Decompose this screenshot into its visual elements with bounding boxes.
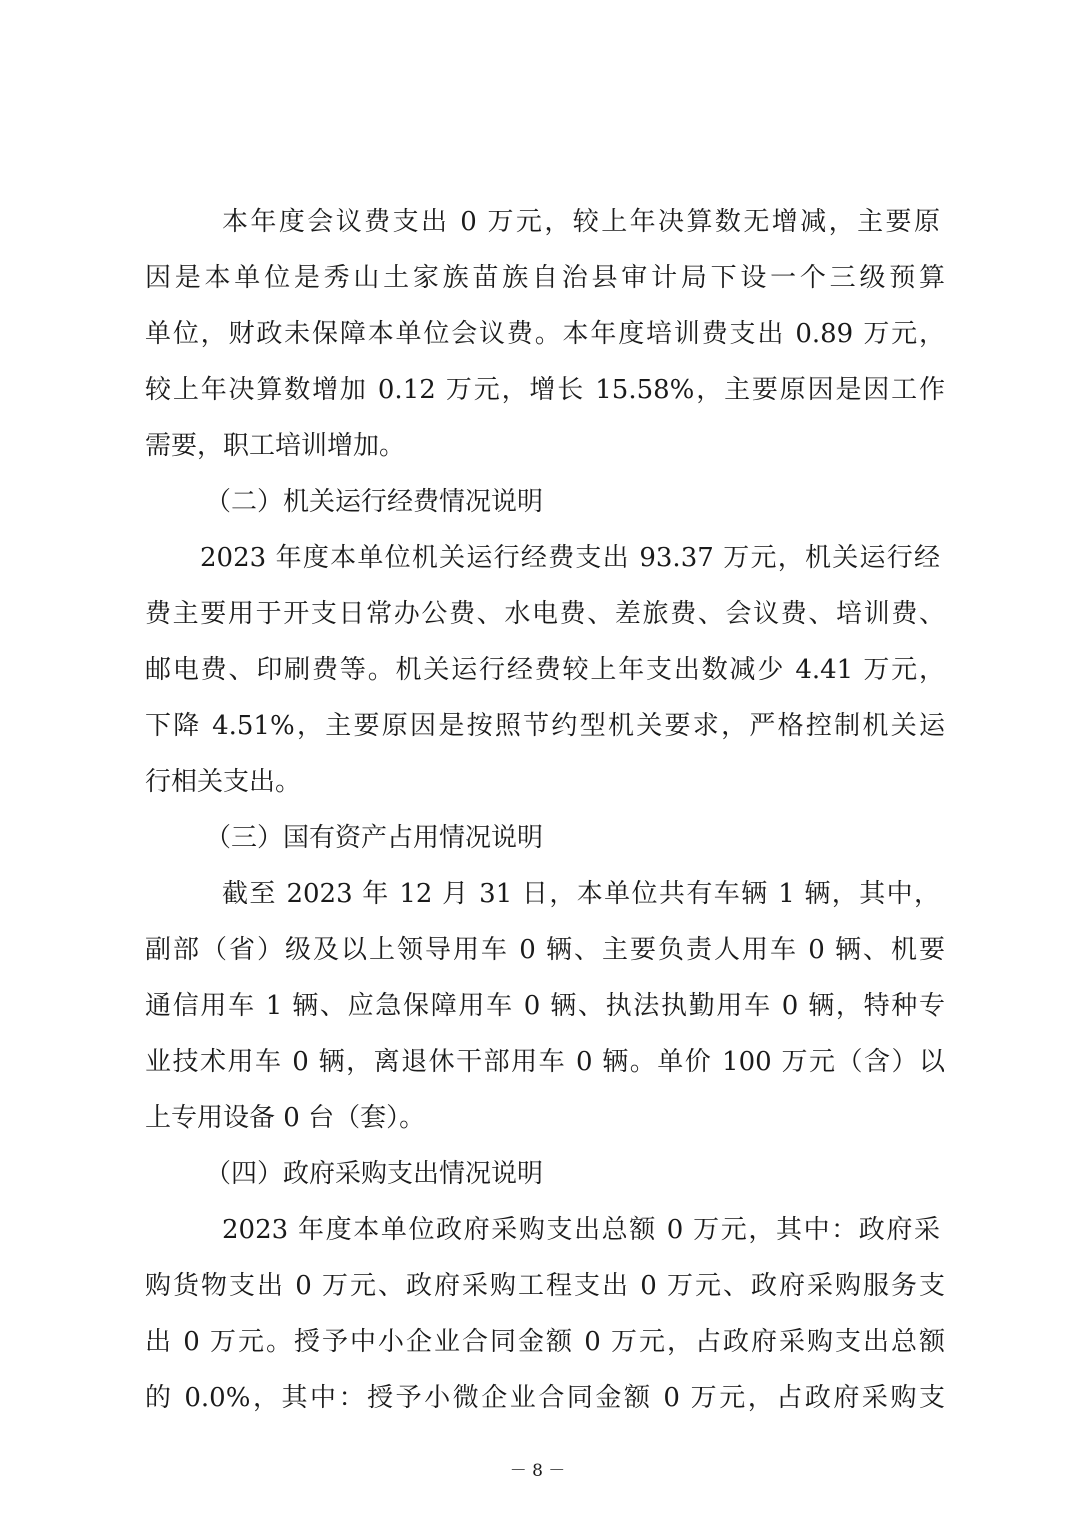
paragraph-line: 行相关支出。 xyxy=(145,767,302,797)
paragraph-line: 2023 年度本单位政府采购支出总额 0 万元，其中：政府采 xyxy=(222,1215,940,1245)
paragraph-line: 副部（省）级及以上领导用车 0 辆、主要负责人用车 0 辆、机要 xyxy=(145,935,945,965)
paragraph-line: 本年度会议费支出 0 万元，较上年决算数无增减，主要原 xyxy=(222,207,940,237)
paragraph-line: 的 0.0%，其中：授予小微企业合同金额 0 万元，占政府采购支 xyxy=(145,1383,945,1413)
paragraph-line: 出 0 万元。授予中小企业合同金额 0 万元，占政府采购支出总额 xyxy=(145,1327,945,1357)
paragraph-line: 2023 年度本单位机关运行经费支出 93.37 万元，机关运行经 xyxy=(200,543,940,573)
paragraph-line: 因是本单位是秀山土家族苗族自治县审计局下设一个三级预算 xyxy=(145,263,945,293)
page-number: － 8 － xyxy=(509,1461,566,1481)
paragraph-line: 业技术用车 0 辆，离退休干部用车 0 辆。单价 100 万元（含）以 xyxy=(145,1047,945,1077)
paragraph-line: 需要，职工培训增加。 xyxy=(145,431,406,461)
section-heading: （四）政府采购支出情况说明 xyxy=(205,1159,544,1189)
paragraph-line: 邮电费、印刷费等。机关运行经费较上年支出数减少 4.41 万元， xyxy=(145,655,945,685)
paragraph-line: 上专用设备 0 台（套）。 xyxy=(145,1103,426,1133)
paragraph-line: 较上年决算数增加 0.12 万元，增长 15.58%，主要原因是因工作 xyxy=(145,375,945,405)
paragraph-line: 单位，财政未保障本单位会议费。本年度培训费支出 0.89 万元， xyxy=(145,319,945,349)
paragraph-line: 购货物支出 0 万元、政府采购工程支出 0 万元、政府采购服务支 xyxy=(145,1271,945,1301)
paragraph-line: 费主要用于开支日常办公费、水电费、差旅费、会议费、培训费、 xyxy=(145,599,945,629)
paragraph-line: 截至 2023 年 12 月 31 日，本单位共有车辆 1 辆，其中， xyxy=(222,879,940,909)
paragraph-line: 通信用车 1 辆、应急保障用车 0 辆、执法执勤用车 0 辆，特种专 xyxy=(145,991,945,1021)
section-heading: （三）国有资产占用情况说明 xyxy=(205,823,544,853)
paragraph-line: 下降 4.51%，主要原因是按照节约型机关要求，严格控制机关运 xyxy=(145,711,945,741)
section-heading: （二）机关运行经费情况说明 xyxy=(205,487,544,517)
